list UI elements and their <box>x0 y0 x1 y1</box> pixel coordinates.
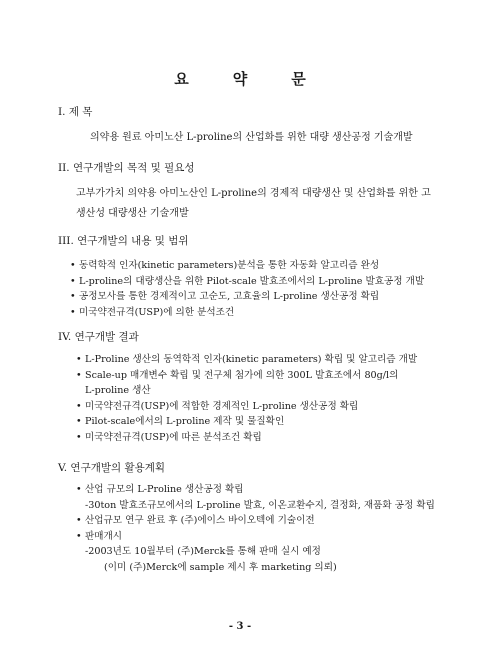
section-2-heading: II. 연구개발의 목적 및 필요성 <box>58 162 195 174</box>
section-4-heading: IV. 연구개발 결과 <box>58 331 139 343</box>
bullet-icon: • <box>70 260 76 271</box>
list-item: • 미국약전규격(USP)에 적합한 경제적인 L-proline 생산공정 확립 <box>76 399 417 415</box>
section-5-list <box>76 482 435 575</box>
section-3-list <box>70 258 424 320</box>
list-item: • 산업 규모의 L-Proline 생산공정 확립 <box>76 482 435 498</box>
bullet-icon: • <box>76 354 82 365</box>
title-char: 약 <box>232 70 248 88</box>
bullet-icon: • <box>70 275 76 287</box>
section-2-text <box>76 184 431 224</box>
section-1-heading: I. 제 목 <box>58 106 93 118</box>
bullet-icon: • <box>70 306 76 318</box>
section-2-line: 생산성 대량생산 기술개발 <box>76 208 189 219</box>
bullet-icon: • <box>76 400 82 412</box>
list-item: • 미국약전규격(USP)에 따른 분석조건 확립 <box>76 430 417 446</box>
list-item: • Scale-up 매개변수 확립 및 전구체 첨가에 의한 300L 발효조에서 80g/l의 <box>76 368 417 384</box>
section-2-line: 고부가가치 의약용 아미노산인 L-proline의 경제적 대량생산 및 산업화를 위한 고 <box>76 188 431 199</box>
section-4-list <box>76 352 417 445</box>
list-item-sub: -30ton 발효조규모에서의 L-proline 발효, 이온교환수지, 결정화, 재품화 공정 확립 <box>85 499 435 511</box>
list-item: • 동력학적 인자(kinetic parameters)분석을 통한 자동화 알고리즘 완성 <box>70 258 424 274</box>
page-number: - 3 - <box>228 621 252 632</box>
list-item: • L-Proline 생산의 동역학적 인자(kinetic parameters) 확립 및 알고리즘 개발 <box>76 352 417 368</box>
list-item: • 미국약전규격(USP)에 의한 분석조건 <box>70 305 424 321</box>
bullet-icon: • <box>76 530 82 542</box>
list-item: • 산업규모 연구 완료 후 (주)에이스 바이오텍에 기술이전 <box>76 513 435 529</box>
list-item-sub: -2003년도 10월부터 (주)Merck를 통해 판매 실시 예정 <box>85 546 321 557</box>
page-title <box>0 68 480 89</box>
title-char: 문 <box>291 70 306 88</box>
list-item-sub: (이미 (주)Merck에 sample 제시 후 marketing 의뢰) <box>104 561 337 573</box>
bullet-icon: • <box>70 291 76 302</box>
bullet-icon: • <box>76 484 82 495</box>
title-char: 요 <box>174 70 189 88</box>
section-3-heading: III. 연구개발의 내용 및 범위 <box>58 235 189 247</box>
list-item: • 판매개시 <box>76 529 435 545</box>
list-item: • Pilot-scale에서의 L-proline 제작 및 물질확인 <box>76 414 417 430</box>
bullet-icon: • <box>76 431 82 443</box>
bullet-icon: • <box>76 515 82 526</box>
list-item-continuation: L-proline 생산 <box>85 385 151 396</box>
bullet-icon: • <box>76 369 82 381</box>
section-5-heading: V. 연구개발의 활용계획 <box>58 462 166 474</box>
bullet-icon: • <box>76 416 82 427</box>
section-1-text: 의약용 원료 아미노산 L-proline의 산업화를 위한 대량 생산공정 기술개발 <box>90 132 413 143</box>
list-item: • L-proline의 대량생산을 위한 Pilot-scale 발효조에서의 L-proline 발효공정 개발 <box>70 274 424 290</box>
list-item: • 공정모사를 통한 경제적이고 고순도, 고효율의 L-proline 생산공정 확립 <box>70 289 424 305</box>
